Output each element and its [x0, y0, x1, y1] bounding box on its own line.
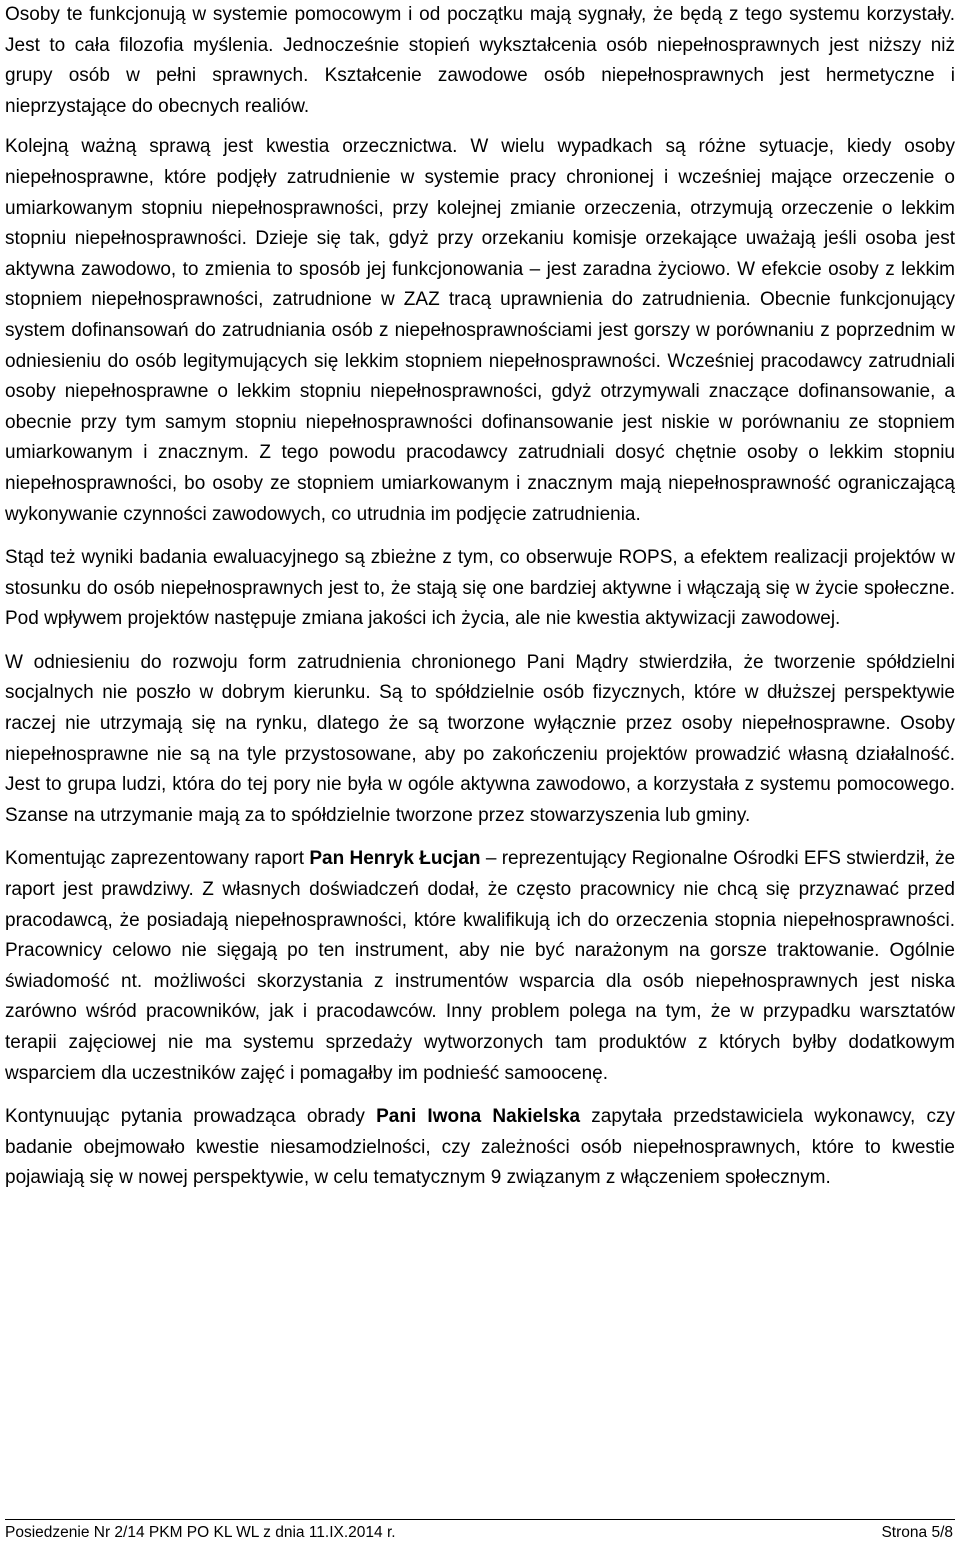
paragraph-report-comment-intro: Komentując zaprezentowany raport [5, 848, 310, 870]
paragraph-report-comment-body: – reprezentujący Regionalne Ośrodki EFS stwierdził, że raport jest prawdziwy. Z własnych doświadczeń dodał, że często pracownicy nie chcą się przyznawać przed pracodawcą, że posiadają niepełnosprawności, które kwalifikują ich do orzeczenia stopnia niepełnosprawności. Pracownicy celowo nie sięgają po ten instrument, aby nie być narażonym na gorsze traktowanie. Ogólnie świadomość nt. możliwości skorzystania z instrumentów wsparcia dla osób niepełnosprawnych jest niska zarówno wśród pracowników, jak i pracodawców. Inny problem polega na tym, że w przypadku warsztatów terapii zajęciowej nie ma systemu sprzedaży wytworzonych tam produktów z których byłby dodatkowym wsparciem dla uczestników zajęć i pomagałby im podnieść samoocenę. [5, 848, 956, 1084]
paragraph-social-cooperatives: W odniesieniu do rozwoju form zatrudnienia chronionego Pani Mądry stwierdziła, że tworzenie spółdzielni socjalnych nie poszło w dobrym kierunku. Są to spółdzielnie osób fizycznych, które w dłuższej perspektywie raczej nie utrzymają się na rynku, dlatego że są tworzone wyłącznie przez osoby niepełnosprawne. Osoby niepełnosprawne nie są na tyle przystosowane, aby po zakończeniu projektów prowadzić własną działalność. Jest to grupa ludzi, która do tej pory nie była w ogóle aktywna zawodowo, a korzystała z systemu pomocowego. Szanse na utrzymanie mają za to spółdzielnie tworzone przez stowarzyszenia lub gminy. [5, 651, 955, 826]
paragraph-questions [5, 1102, 955, 1194]
speaker-name-henryk-lucjan: Pan Henryk Łucjan [309, 848, 481, 870]
page-footer [5, 1519, 955, 1543]
footer-meeting-info: Posiedzenie Nr 2/14 PKM PO KL WL z dnia 11.IX.2014 r. [5, 1524, 396, 1541]
paragraph-certification: Kolejną ważną sprawą jest kwestia orzecznictwa. W wielu wypadkach są różne sytuacje, kiedy osoby niepełnosprawne, które podjęły zatrudnienie w systemie pracy chronionej i wcześniej mające orzeczenie o umiarkowanym stopniu niepełnosprawności, przy kolejnej zmianie orzeczenia, otrzymują orzeczenie o lekkim stopniu niepełnosprawności. Dzieje się tak, gdyż przy orzekaniu komisje orzekające uważają jeśli osoba jest aktywna zawodowo, to zmienia to sposób jej funkcjonowania – jest zaradna życiowo. W efekcie osoby z lekkim stopniem niepełnosprawności, zatrudnione w ZAZ tracą uprawnienia do zatrudnienia. Obecnie funkcjonujący system dofinansowań do zatrudniania osób z niepełnosprawnościami jest gorszy w porównaniu z poprzednim w odniesieniu do osób legitymujących się lekkim stopniem niepełnosprawności. Wcześniej pracodawcy zatrudniali osoby niepełnosprawne o lekkim stopniu niepełnosprawności, gdyż otrzymywali znaczące dofinansowanie, a obecnie przy tym samym stopniu niepełnosprawności dofinansowanie jest niskie w porównaniu ze stopniem umiarkowanym i znacznym. Z tego powodu pracodawcy zatrudniali dosyć chętnie osoby o lekkim stopniu niepełnosprawności, bo osoby ze stopniem umiarkowanym i znacznym mają niepełnosprawność ograniczającą wykonywanie czynności zawodowych, co utrudnia im podjęcie zatrudnienia. [5, 136, 955, 525]
paragraph-questions-body: zapytała przedstawiciela wykonawcy, czy badanie obejmowało kwestie niesamodzielności, czy zależności osób niepełnosprawnych, które to kwestie pojawiają się w nowej perspektywie, w celu tematycznym 9 związanym z włączeniem społecznym. [5, 1106, 955, 1189]
document-body [5, 0, 955, 1194]
paragraph-evaluation-results: Stąd też wyniki badania ewaluacyjnego są zbieżne z tym, co obserwuje ROPS, a efektem realizacji projektów w stosunku do osób niepełnosprawnych jest to, że stają się one bardziej aktywne i włączają się w życie społeczne. Pod wpływem projektów następuje zmiana jakości ich życia, ale nie kwestia aktywizacji zawodowej. [5, 547, 955, 630]
paragraph-questions-intro: Kontynuując pytania prowadząca obrady [5, 1106, 377, 1128]
footer-page-number: Strona 5/8 [881, 1524, 953, 1541]
speaker-name-iwona-nakielska: Pani Iwona Nakielska [376, 1106, 581, 1128]
paragraph-education: Osoby te funkcjonują w systemie pomocowym i od początku mają sygnały, że będą z tego systemu korzystały. Jest to cała filozofia myślenia. Jednocześnie stopień wykształcenia osób niepełnosprawnych jest niższy niż grupy osób w pełni sprawnych. Kształcenie zawodowe osób niepełnosprawnych jest hermetyczne i nieprzystające do obecnych realiów. [5, 4, 955, 117]
paragraph-report-comment [5, 844, 955, 1089]
